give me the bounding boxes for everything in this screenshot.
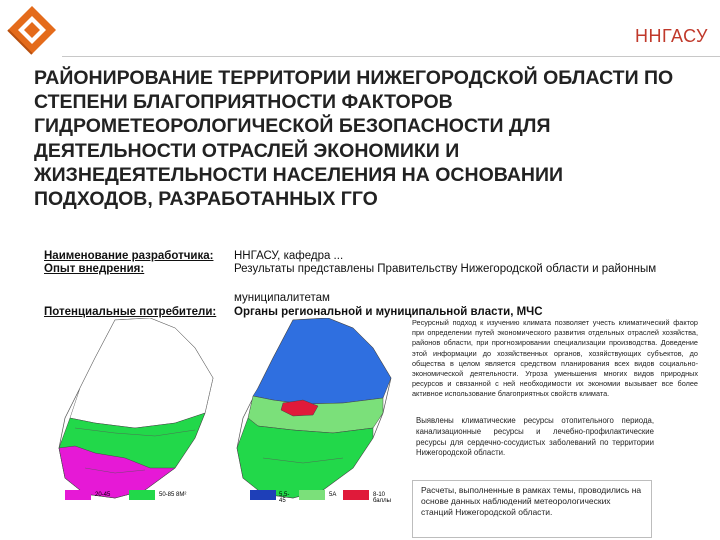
experience-label: Опыт внедрения: <box>44 263 145 275</box>
experience-value-line2: муниципалитетам <box>234 292 330 304</box>
legend-swatch-green <box>129 490 155 500</box>
left-map <box>55 318 225 508</box>
consumers-value: Органы региональной и муниципальной власти, МЧС <box>234 306 543 318</box>
experience-row <box>44 263 657 275</box>
legend-swatch-red <box>343 490 369 500</box>
developer-row <box>44 250 344 262</box>
page-title: РАЙОНИРОВАНИЕ ТЕРРИТОРИИ НИЖЕГОРОДСКОЙ ОБЛАСТИ ПО СТЕПЕНИ БЛАГОПРИЯТНОСТИ ФАКТОРОВ ГИДРОМЕТЕОРОЛОГИЧЕСКОЙ БЕЗОПАСНОСТИ ДЛЯ ДЕЯТЕЛЬНОСТИ ОТРАСЛЕЙ ЭКОНОМИКИ И ЖИЗНЕДЕЯТЕЛЬНОСТИ НАСЕЛЕНИЯ НА ОСНОВАНИИ ПОДХОДОВ, РАЗРАБОТАННЫХ ГГО <box>34 67 674 211</box>
consumers-row <box>44 306 543 318</box>
right-legend-2: 5А <box>329 492 337 498</box>
legend-swatch-magenta <box>65 490 91 500</box>
legend-swatch-lightgreen <box>299 490 325 500</box>
right-map <box>233 318 403 508</box>
left-legend-2: 50-85 8М² <box>159 492 187 498</box>
note-box: Расчеты, выполненные в рамках темы, проводились на основе данных наблюдений метеорологических станций Нижегородской области. <box>412 480 652 538</box>
paragraph-findings: Выявлены климатические ресурсы отопительного периода, канализационные ресурсы и лечебно-профилактические ресурсы для сердечно-сосудистых заболеваний по территории Нижегородской области. <box>416 416 654 458</box>
header-bar <box>62 0 720 57</box>
diamond-logo-icon <box>6 4 58 56</box>
experience-value: Результаты представлены Правительству Нижегородской области и районным <box>234 263 657 275</box>
developer-value: ННГАСУ, кафедра ... <box>234 250 344 262</box>
brand-name: ННГАСУ <box>635 26 708 46</box>
right-legend-1: 5,5-45 <box>279 492 290 504</box>
right-legend-3: 8-10 баллы <box>373 492 391 504</box>
paragraph-resources: Ресурсный подход к изучению климата позволяет учесть климатический фактор при определении путей экономического развития отдельных отраслей хозяйства, районов области, при прогнозировании специализации производства. Доведение этой информации до хозяйственных органов, хозяйствующих субъектов, до общества в целом является средством планирования всех видов социально-экономической деятельности. Угроза уменьшения многих видов природных ресурсов и связанной с ней необходимости их экономии вызывает все более активное использование благоприятных свойств климата. <box>412 318 698 399</box>
maps-area <box>55 318 391 513</box>
legend-swatch-blue <box>250 490 276 500</box>
developer-label: Наименование разработчика: <box>44 250 214 262</box>
consumers-label: Потенциальные потребители: <box>44 306 217 318</box>
left-legend-1: 20-45 <box>95 492 111 498</box>
